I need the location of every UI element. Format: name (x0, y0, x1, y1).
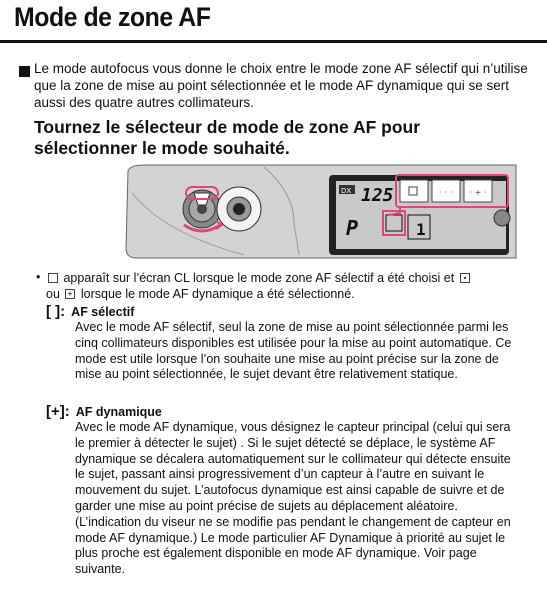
lcd-note (46, 270, 516, 302)
single-area-description: Avec le mode AF sélectif, seul la zone de mise au point sélectionnée parmi les cinq collimateurs disponibles est utilisée pour la mise au point automatique. Ce mode est utile lorsque l’on souhaite une mise au point précise sur la zone de mise au point sélectionnée, le sujet devant être relativement statique. (75, 320, 512, 382)
dynamic-symbol: [+]: (46, 403, 70, 420)
lcd-badge: DX (341, 187, 352, 195)
dynamic-af-icon (460, 273, 470, 283)
note-text-1: apparaît sur l’écran CL lorsque le mode zone AF sélectif a été choisi et (63, 271, 455, 285)
svg-text:· + ·: · + · (469, 188, 487, 197)
dynamic-description: Avec le mode AF dynamique, vous désignez le capteur principal (celui qui sera le premier à détecter le sujet) . Si le sujet détecté se déplace, le système AF dynamique se décalera automatiquement sur le collimateur qui détecte ensuite le sujet, passant ainsi progressivement d’un capteur à l’autre en suivant le mouvement du sujet. L’autofocus dynamique est ainsi capable de suivre et de garder une mise au point précise de sujets au déplacement aléatoire. (L’indication du viseur ne se modifie pas pendant le changement de capteur en mode AF dynamique.) Le mode particulier AF Dynamique à priorité au sujet le plus proche est également disponible en mode AF dynamique. Voir page suivante. (75, 420, 511, 577)
dynamic-name: AF dynamique (75, 405, 162, 419)
instruction-heading: Tournez le sélecteur de mode de zone AF pour sélectionner le mode souhaité. (34, 117, 421, 158)
camera-illustration (124, 163, 520, 260)
title-rule (0, 40, 547, 43)
term-dynamic (46, 403, 162, 420)
section-bullet-marker (19, 66, 30, 77)
single-area-symbol: [ ]: (46, 303, 66, 320)
note-text-2: ou (46, 287, 60, 301)
lcd-value: 125 (361, 185, 394, 206)
intro-paragraph: Le mode autofocus vous donne le choix entre le mode zone AF sélectif qui n’utilise que la zone de mise au point sélectionnée et le mode AF dynamique qui se sert aussi des quatre autres collimateurs. (34, 61, 528, 110)
page-title: Mode de zone AF (14, 2, 211, 32)
single-area-name: AF sélectif (71, 305, 135, 319)
note-text-3: lorsque le mode AF dynamique a été sélectionné. (80, 287, 355, 301)
single-area-af-icon (48, 273, 58, 283)
lcd-mode: P (346, 216, 359, 240)
lcd-right-digit: 1 (416, 220, 426, 239)
svg-text:· · ·: · · · (439, 188, 453, 197)
dynamic-af-plus-icon (65, 289, 75, 299)
note-bullet-dot: • (36, 270, 41, 284)
term-single-area (46, 303, 134, 320)
